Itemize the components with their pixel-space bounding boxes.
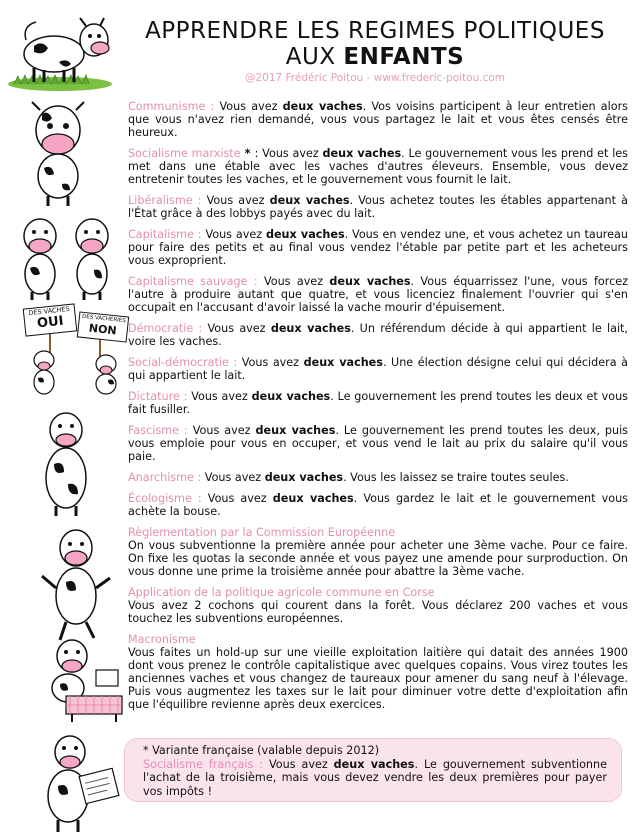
regimes-list	[128, 100, 628, 719]
entry-pre: Vous avez	[207, 322, 271, 335]
note-pre: Vous avez	[268, 757, 334, 771]
two-cows-illustration	[10, 212, 120, 302]
entry-ecologisme	[128, 492, 628, 518]
cow-newspaper-illustration	[36, 730, 126, 834]
entry-bold: deux vaches	[322, 147, 402, 160]
header	[120, 18, 630, 84]
entry-text: . Le gouvernement les prend toutes les deux et vous fait fusiller.	[128, 390, 628, 416]
entry-label: Écologisme :	[128, 492, 208, 505]
entry-capitalisme-sauvage	[128, 275, 628, 314]
entry-label: Social-démocratie :	[128, 356, 242, 369]
entry-label: Libéralisme :	[128, 194, 207, 207]
entry-label: Démocratie :	[128, 322, 208, 335]
title-bold-word: ENFANTS	[343, 44, 465, 70]
note-label: Socialisme français :	[143, 757, 269, 771]
entry-pre: Vous avez	[206, 194, 270, 207]
block-text: Vous faites un hold-up sur une vieille exploitation laitière qui datait des années 1900 dont vous prenez le contrôle capitalistique avec quelques copains. Vous virez toutes les anciennes vaches et vous changez de taureaux pour amener du sang neuf à l'élevage. Puis vous augmentez les taxes sur le lait pour diminuer votre dette d'exploitation afin que l'équilibre revienne après deux exercices.	[128, 646, 628, 711]
cow-dancing-illustration	[36, 524, 116, 644]
block-macronisme	[128, 633, 628, 711]
entry-pre: Vous avez	[205, 228, 266, 241]
cow-grass-illustration	[4, 4, 116, 92]
note-title: * Variante française (valable depuis 2012)	[143, 744, 380, 757]
entry-label: Capitalisme :	[128, 228, 206, 241]
entry-pre: Vous avez	[192, 424, 256, 437]
entry-text: . Vous achetez toutes les étables appartenant à l'État grâce à des lobbys payés avec du lait.	[128, 194, 628, 220]
sign-left	[23, 303, 78, 336]
title-prefix: AUX	[285, 44, 344, 70]
block-label: Règlementation par la Commission Européenne	[128, 526, 396, 539]
entry-text: . Un référendum décide à qui appartient le lait, voire les vaches.	[128, 322, 628, 348]
note-text: . Le gouvernement subventionne l'achat de la troisième, mais vous devez vendre les deux premières pour payer vos impôts !	[143, 757, 607, 798]
page-title-line-1: APPRENDRE LES REGIMES POLITIQUES	[145, 18, 605, 44]
entry-pre: Vous avez	[191, 390, 252, 403]
entry-text: . Le gouvernement vous les prend et les met dans une étable avec les vaches d'autres éleveurs. Ensemble, vous devez entretenir toutes les vaches, et le gouvernement vous fournit le lait.	[128, 147, 629, 186]
entry-bold: deux vaches	[329, 275, 411, 288]
entry-bold: deux vaches	[255, 424, 336, 437]
entry-pre: Vous avez	[204, 471, 265, 484]
entry-text: . Une élection désigne celui qui décidera à qui appartient le lait.	[128, 356, 628, 382]
entry-socialisme-marxiste	[128, 147, 628, 186]
entry-pre: Vous avez	[263, 275, 330, 288]
page-title-line-2	[120, 44, 630, 70]
entry-pre: : Vous avez	[254, 147, 323, 160]
entry-text: . Le gouvernement les prend toutes les deux, puis vous emploie pour vous en occuper, et vous vend le lait au prix du salaire qu'il vous paie.	[128, 424, 629, 463]
entry-label: Communisme :	[128, 100, 220, 113]
entry-label: Capitalisme sauvage :	[128, 275, 264, 288]
entry-bold: deux vaches	[251, 390, 331, 403]
french-variant-note	[124, 738, 622, 802]
entry-bold: deux vaches	[270, 322, 351, 335]
entry-anarchisme	[128, 471, 628, 484]
block-text: On vous subventionne la première année pour acheter une 3ème vache. Pour ce faire. On fixe les quotas la seconde année et vous payez une amende pour surproduction. On vous donne une prime la troisième année pour abattre la 3ème vache.	[128, 539, 628, 578]
block-corse	[128, 586, 628, 625]
sign-left-line-2: OUI	[36, 313, 65, 332]
cow-side-illustration	[30, 408, 100, 518]
note-body	[143, 758, 607, 799]
entry-label: Dictature :	[128, 390, 192, 403]
entry-text: . Vos voisins participent à leur entretien alors que vous n'avez rien demandé, vous vous partagez le lait et vous êtes censés être heureux.	[128, 100, 629, 139]
sign-left-line-1: DES VACHES	[28, 304, 71, 318]
entry-bold: deux vaches	[282, 100, 363, 113]
entry-fascisme	[128, 424, 628, 463]
entry-pre: Vous avez	[219, 100, 283, 113]
protest-illustration	[22, 304, 126, 396]
entry-pre: Vous avez	[207, 492, 273, 505]
sign-right	[77, 311, 129, 342]
entry-star: *	[240, 147, 255, 160]
entry-bold: deux vaches	[269, 194, 350, 207]
entry-text: . Vous les laissez se traire toutes seules.	[343, 471, 569, 484]
entry-bold: deux vaches	[265, 228, 345, 241]
entry-bold: deux vaches	[272, 492, 354, 505]
cow-standing-illustration	[18, 96, 98, 208]
entry-communisme	[128, 100, 628, 139]
entry-pre: Vous avez	[241, 356, 304, 369]
entry-capitalisme	[128, 228, 628, 267]
entry-liberalisme	[128, 194, 628, 220]
entry-label: Fascisme :	[128, 424, 193, 437]
entry-text: . Vous en vendez une, et vous achetez un taureau pour faire des petits et au final vous vendez l'étable par petite part et les acheteurs vous exproprient.	[128, 228, 628, 267]
entry-dictature	[128, 390, 628, 416]
block-commission-europeenne	[128, 526, 628, 578]
block-label: Application de la politique agricole commune en Corse	[128, 586, 435, 599]
sign-right-line-1: DES VACHERIES	[81, 313, 126, 325]
block-label: Macronisme	[128, 633, 196, 646]
entry-label: Anarchisme :	[128, 471, 205, 484]
cow-desk-illustration	[36, 634, 126, 724]
entry-text: . Vous équarrissez l'une, vous forcez l'autre à produire autant que quatre, et vous licenciez finalement l'ouvrier qui s'en occupait en l'accusant d'avoir laissé la vache mourir d'épuisement.	[128, 275, 628, 314]
sign-right-line-2: NON	[88, 321, 118, 338]
credit-line: @2017 Frédéric Poitou - www.frederic-poitou.com	[244, 72, 506, 84]
entry-democratie	[128, 322, 628, 348]
entry-social-democratie	[128, 356, 628, 382]
entry-bold: deux vaches	[264, 471, 344, 484]
note-bold: deux vaches	[333, 757, 415, 771]
block-text: Vous avez 2 cochons qui courent dans la forêt. Vous déclarez 200 vaches et vous touchez les subventions européennes.	[128, 599, 628, 625]
entry-text: . Vous gardez le lait et le gouvernement vous achète la bouse.	[128, 492, 628, 518]
entry-label: Socialisme marxiste	[128, 147, 241, 160]
entry-bold: deux vaches	[303, 356, 383, 369]
